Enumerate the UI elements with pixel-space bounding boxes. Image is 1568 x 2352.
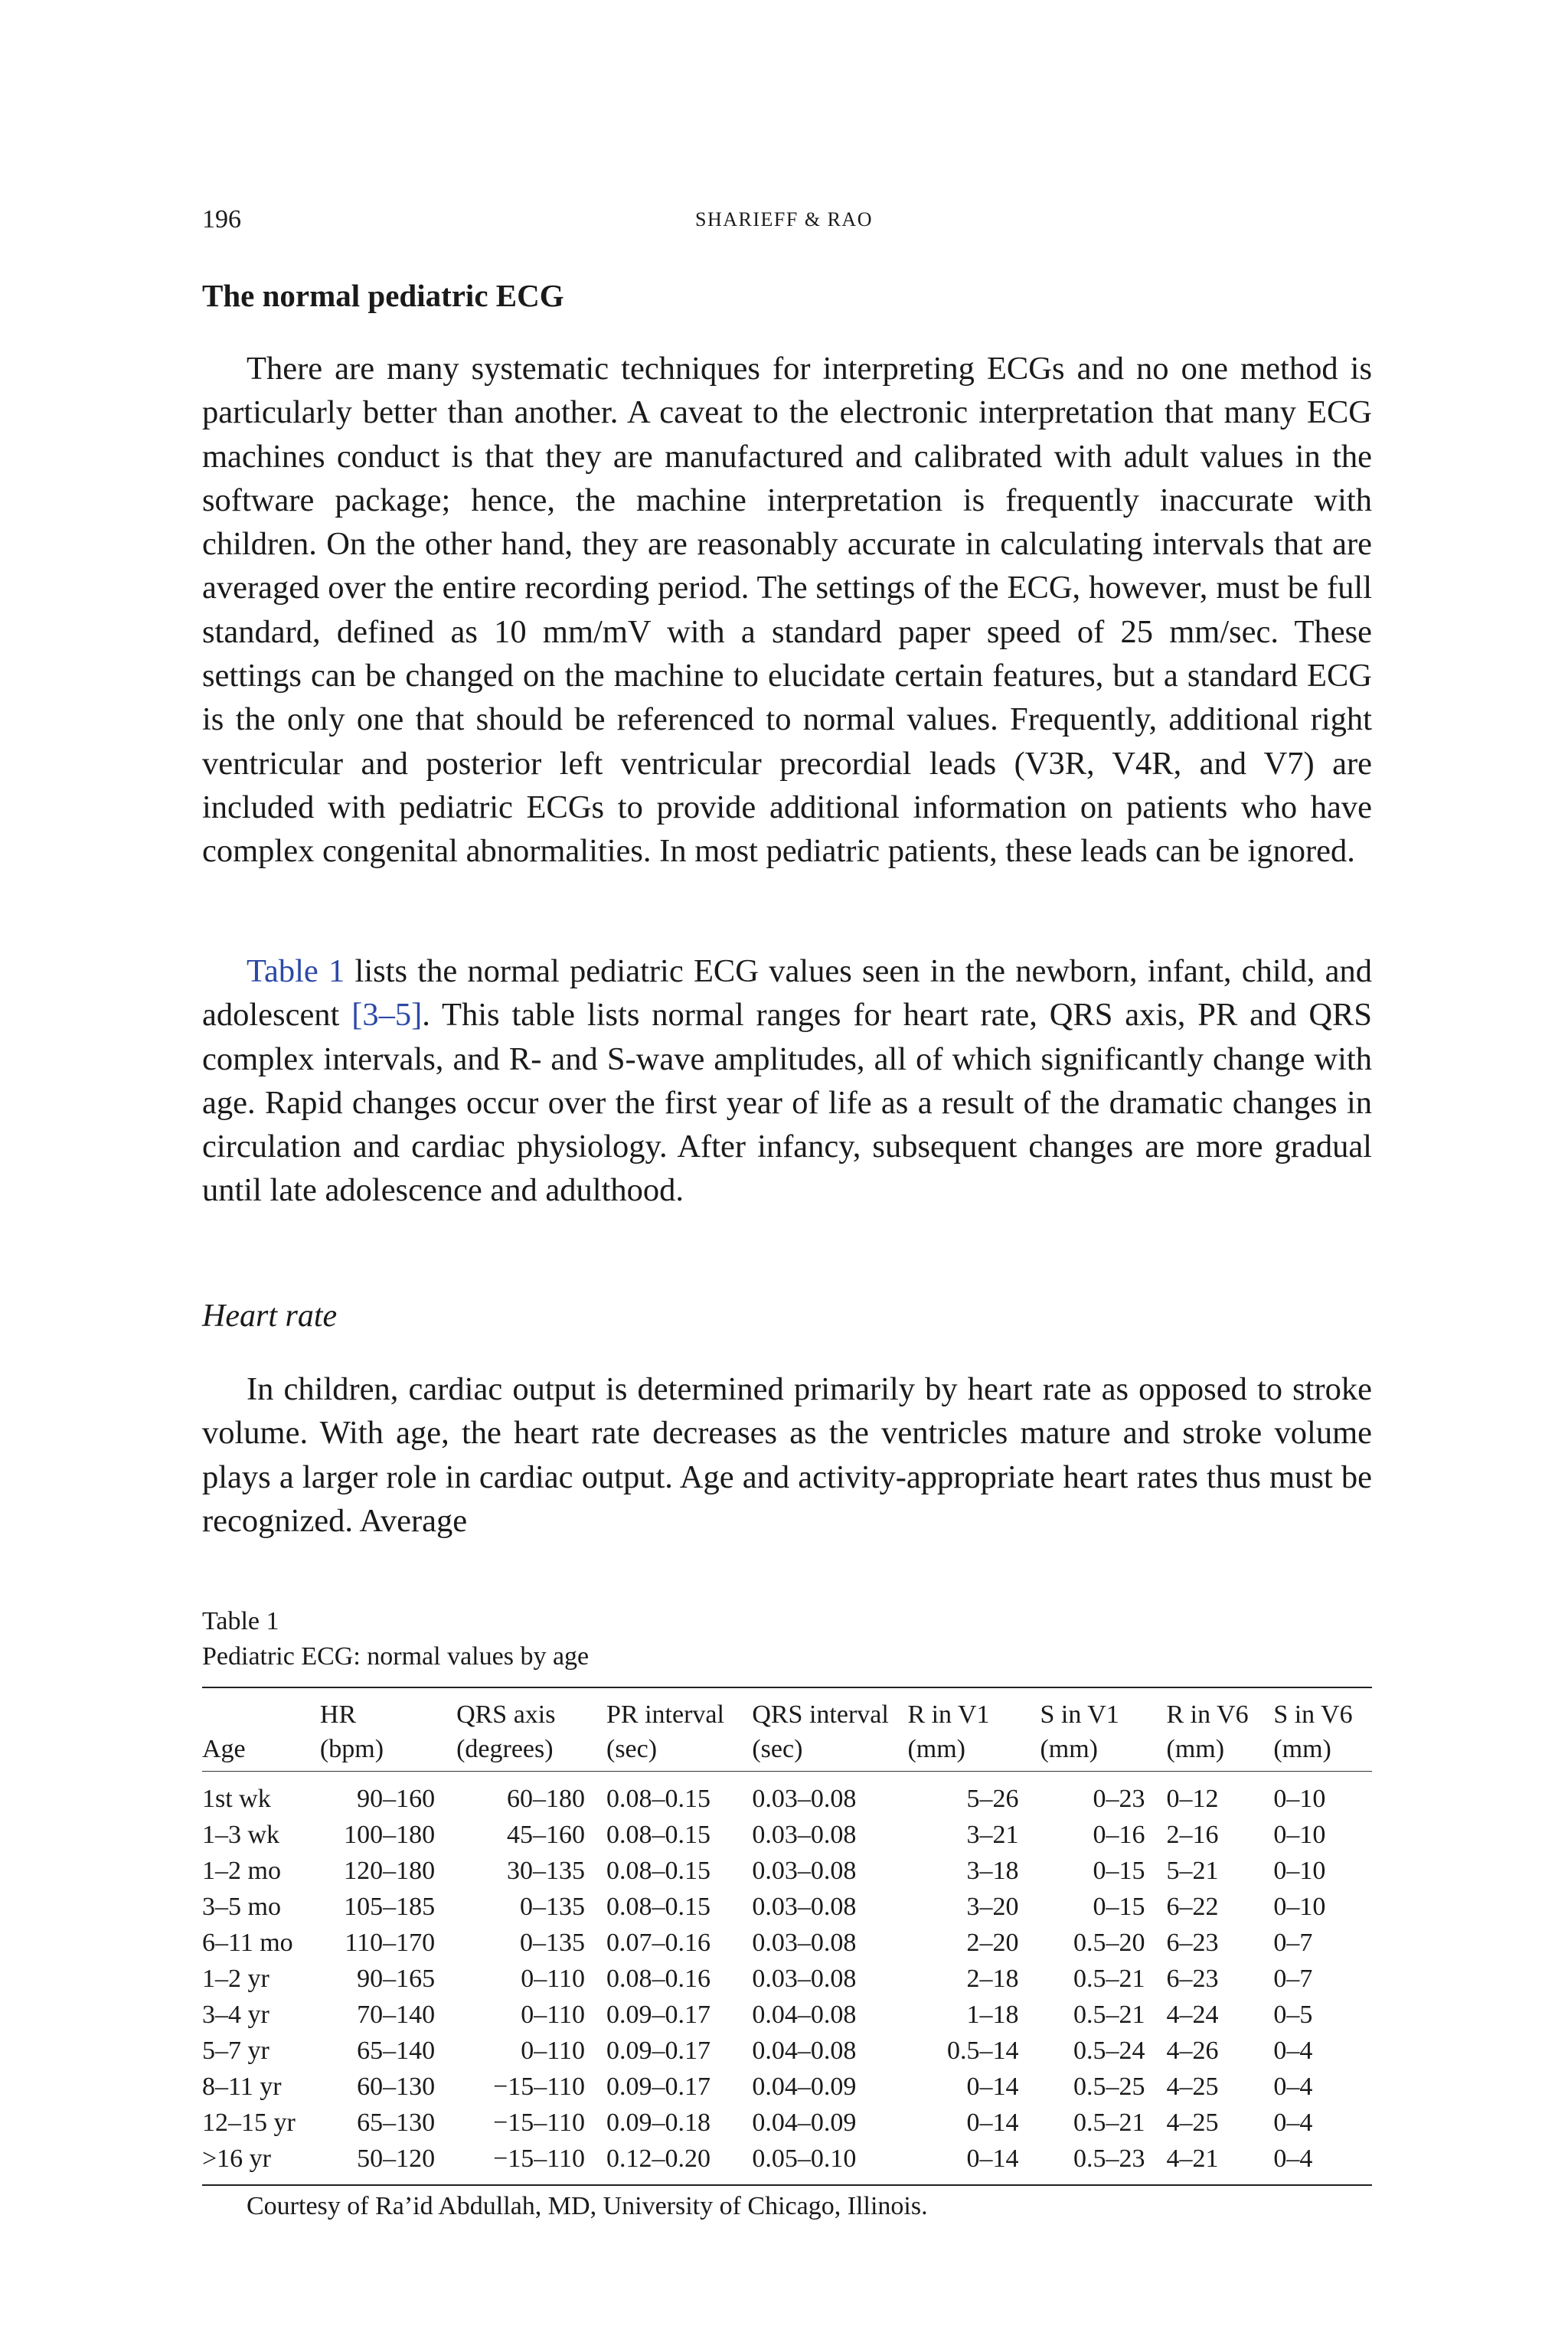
column-header [1040,1688,1166,1772]
table-cell: 105–185 [344,1893,436,1921]
paragraph-2-text-a: lists the normal pediatric ECG values seen in the newborn, infant, child, and adolescent [202,953,1373,1034]
table-cell: 120–180 [344,1857,436,1885]
table-cell: 0.5–20 [1073,1929,1145,1957]
table-cell: 4–24 [1166,2001,1219,2029]
table-cell: 0–15 [1093,1857,1145,1885]
column-header [606,1688,752,1772]
table-cell: 5–21 [1166,1857,1219,1885]
table-cell: 0.08–0.16 [606,1965,710,1993]
table-cell: 0–7 [1273,1965,1313,1993]
table-cell: 0.04–0.08 [752,2001,857,2029]
table-cell: 0.03–0.08 [752,1785,857,1813]
table-cell: 0.09–0.17 [606,2037,710,2065]
table-cell: 90–165 [357,1965,436,1993]
table-cell: 0–135 [520,1893,585,1921]
column-header [202,1688,320,1772]
column-header-line1: HR [319,1700,357,1729]
table-cell: 110–170 [345,1929,436,1957]
table-cell: 0–110 [521,2001,585,2029]
section-heading: The normal pediatric ECG [202,278,564,313]
table-cell: 50–120 [357,2145,436,2173]
table-cell: 12–15 yr [202,2109,296,2137]
table-cell: >16 yr [202,2145,271,2173]
table-cell: 0–4 [1273,2037,1313,2065]
table-cell: 2–18 [966,1965,1019,1993]
table-cell: 0.03–0.08 [752,1821,857,1849]
table-cell: 0–23 [1093,1785,1145,1813]
table-cell: 0–14 [966,2109,1019,2137]
table-cell: 4–21 [1166,2145,1219,2173]
table-cell: 45–160 [507,1821,585,1849]
column-header-line1: S in V6 [1273,1700,1353,1729]
table-cell: 3–20 [966,1893,1019,1921]
table-cell: 0–110 [521,1965,585,1993]
table-cell: 0.04–0.09 [752,2109,857,2137]
column-header [752,1688,907,1772]
table-cell: 90–160 [357,1785,436,1813]
table-cell: 0.5–23 [1073,2145,1145,2173]
table-cell: 0.03–0.08 [752,1893,857,1921]
table-cell: 30–135 [507,1857,585,1885]
table-cell: 0–5 [1273,2001,1313,2029]
table-cell: 4–25 [1166,2109,1219,2137]
table-cell: 0.5–14 [946,2037,1019,2065]
table-cell: 3–4 yr [202,2001,270,2029]
table-cell: 0–14 [966,2073,1019,2101]
table-caption: Pediatric ECG: normal values by age [202,1642,590,1671]
column-header-line2: Age [202,1735,246,1763]
table-cell: 4–25 [1166,2073,1219,2101]
table-cell: 0–15 [1093,1893,1145,1921]
table-cell: 5–26 [966,1785,1019,1813]
table-cell: 3–21 [966,1821,1019,1849]
table-cell: 0.5–21 [1073,2001,1145,2029]
table-cell: 0.03–0.08 [752,1965,857,1993]
column-header-line2: (mm) [1166,1735,1225,1763]
table-cell: 1–18 [966,2001,1019,2029]
column-header-line2: (sec) [752,1735,803,1763]
table-cell: 0–4 [1273,2109,1313,2137]
table-cell: 0.03–0.08 [752,1929,857,1957]
table-cell: 0–110 [521,2037,585,2065]
table-cell: 2–20 [966,1929,1019,1957]
table-row [202,1889,1372,1925]
table-body [202,1772,1372,2185]
table-cell: 4–26 [1166,2037,1219,2065]
table-cell: 0.09–0.17 [606,2001,710,2029]
table-cell: 3–18 [966,1857,1019,1885]
table-row [202,1925,1372,1961]
column-header-line2: (bpm) [319,1735,384,1763]
column-header-line1: QRS interval [752,1700,889,1729]
table-cell: 0–7 [1273,1929,1313,1957]
table-block [202,1604,1372,2221]
table-cell: 100–180 [344,1821,436,1849]
table-cell: 65–140 [357,2037,436,2065]
table-cell: −15–110 [493,2109,585,2137]
table-cell: 6–11 mo [202,1929,293,1957]
paragraph-2-text-b: . This table lists normal ranges for heart rate, QRS axis, PR and QRS complex intervals, and R- and S-wave amplitudes, all of which significantly change with age. Rapid changes occur over the first year of life as a result of the dramatic changes in circulation and cardiac physiology. After infancy, subsequent changes are more gradual until late adolescence and adulthood. [202,997,1373,1209]
table-cell: 0–14 [966,2145,1019,2173]
body-paragraph-3: In children, cardiac output is determined primarily by heart rate as opposed to stroke volume. With age, the heart rate decreases as the ventricles mature and stroke volume plays a larger role in cardiac output. Age and activity-appropriate heart rates thus must be recognized. Average [202,1371,1372,1539]
table-cell: 70–140 [357,2001,436,2029]
column-header-line2: (sec) [606,1735,658,1763]
table-row [202,2105,1372,2141]
table-cell: 60–180 [507,1785,585,1813]
table-cell: 0–4 [1273,2145,1313,2173]
table-cell: 0.05–0.10 [752,2145,857,2173]
table-bottom-rule [202,2184,1372,2186]
table-cell: 3–5 mo [202,1893,281,1921]
table-header-row [202,1688,1372,1772]
table-cell: −15–110 [493,2145,585,2173]
table-cell: 0–12 [1166,1785,1219,1813]
table-cell: 0.09–0.18 [606,2109,710,2137]
column-header [1167,1688,1274,1772]
table-cell: 0.5–24 [1073,2037,1145,2065]
table-cell: 0.04–0.08 [752,2037,857,2065]
table-cell: 0.08–0.15 [606,1857,710,1885]
table-cell: 65–130 [357,2109,436,2137]
column-header [456,1688,606,1772]
table-cell: 0–10 [1273,1785,1326,1813]
table-cell: 0.12–0.20 [606,2145,710,2173]
table-footnote: Courtesy of Ra’id Abdullah, MD, University of Chicago, Illinois. [247,2192,928,2220]
column-header-line2: (degrees) [456,1735,554,1763]
column-header-line2: (mm) [1273,1735,1331,1763]
table-cell: 0–10 [1273,1857,1326,1885]
table-cell: 0–10 [1273,1893,1326,1921]
table-row [202,1961,1372,1997]
column-header-line1: R in V1 [907,1700,990,1729]
table-row [202,1817,1372,1853]
column-header-line1: R in V6 [1166,1700,1249,1729]
table-cell: 0.07–0.16 [606,1929,710,1957]
table-cell: 0.03–0.08 [752,1857,857,1885]
table-cell: 6–23 [1166,1929,1219,1957]
table-cell: 0.04–0.09 [752,2073,857,2101]
body-paragraph-1: There are many systematic techniques for interpreting ECGs and no one method is particularly better than another. A caveat to the electronic interpretation that many ECG machines conduct is that they are manufactured and calibrated with adult values in the software package; hence, the machine interpretation is frequently inaccurate with children. On the other hand, they are reasonably accurate in calculating intervals that are averaged over the entire recording period. The settings of the ECG, however, must be full standard, defined as 10 mm/mV with a standard paper speed of 25 mm/sec. These settings can be changed on the machine to elucidate certain features, but a standard ECG is the only one that should be referenced to normal values. Frequently, additional right ventricular and posterior left ventricular precordial leads (V3R, V4R, and V7) are included with pediatric ECGs to provide additional information on patients who have complex congenital abnormalities. In most pediatric patients, these leads can be ignored. [202,351,1372,870]
table-cell: 5–7 yr [202,2037,270,2065]
page-number: 196 [202,205,241,234]
column-header [320,1688,456,1772]
column-header [1273,1688,1372,1772]
table-cell: 0–135 [520,1929,585,1957]
body-paragraph-2 [202,949,1372,1213]
table-cell: 2–16 [1166,1821,1219,1849]
table-cell: 0.08–0.15 [606,1785,710,1813]
column-header-line1 [202,1697,320,1732]
table-cell: 1–2 yr [202,1965,270,1993]
table-cell: 1st wk [202,1785,271,1813]
table-cell: 0.5–25 [1073,2073,1145,2101]
table-row [202,1772,1372,1818]
ecg-values-table [202,1688,1372,2184]
table-cell: 1–3 wk [202,1821,280,1849]
table-cell: 0.08–0.15 [606,1893,710,1921]
column-header [907,1688,1040,1772]
column-header-line2: (mm) [907,1735,965,1763]
running-head: SHARIEFF & RAO [695,208,873,230]
table-cell: 0.08–0.15 [606,1821,710,1849]
column-header-line1: PR interval [606,1700,724,1729]
table-cell: 1–2 mo [202,1857,281,1885]
table-label: Table 1 [202,1607,279,1635]
table-cell: 6–22 [1166,1893,1219,1921]
table-row [202,1997,1372,2033]
table-row [202,2033,1372,2069]
table-cell: 8–11 yr [202,2073,282,2101]
table-row [202,1853,1372,1889]
table-cell: 6–23 [1166,1965,1219,1993]
table-row [202,2141,1372,2184]
column-header-line1: S in V1 [1040,1700,1119,1729]
table-cell: −15–110 [493,2073,585,2101]
sub-heading: Heart rate [202,1298,338,1334]
table-cell: 0–10 [1273,1821,1326,1849]
citation-link[interactable]: [3–5] [351,997,423,1034]
table-cell: 60–130 [357,2073,436,2101]
table-cell: 0.09–0.17 [606,2073,710,2101]
table-cell: 0.5–21 [1073,1965,1145,1993]
table-cell: 0.5–21 [1073,2109,1145,2137]
table-reference-link[interactable]: Table 1 [247,953,345,989]
table-row [202,2069,1372,2105]
table-cell: 0–4 [1273,2073,1313,2101]
column-header-line1: QRS axis [456,1700,556,1729]
column-header-line2: (mm) [1040,1735,1099,1763]
table-cell: 0–16 [1093,1821,1145,1849]
